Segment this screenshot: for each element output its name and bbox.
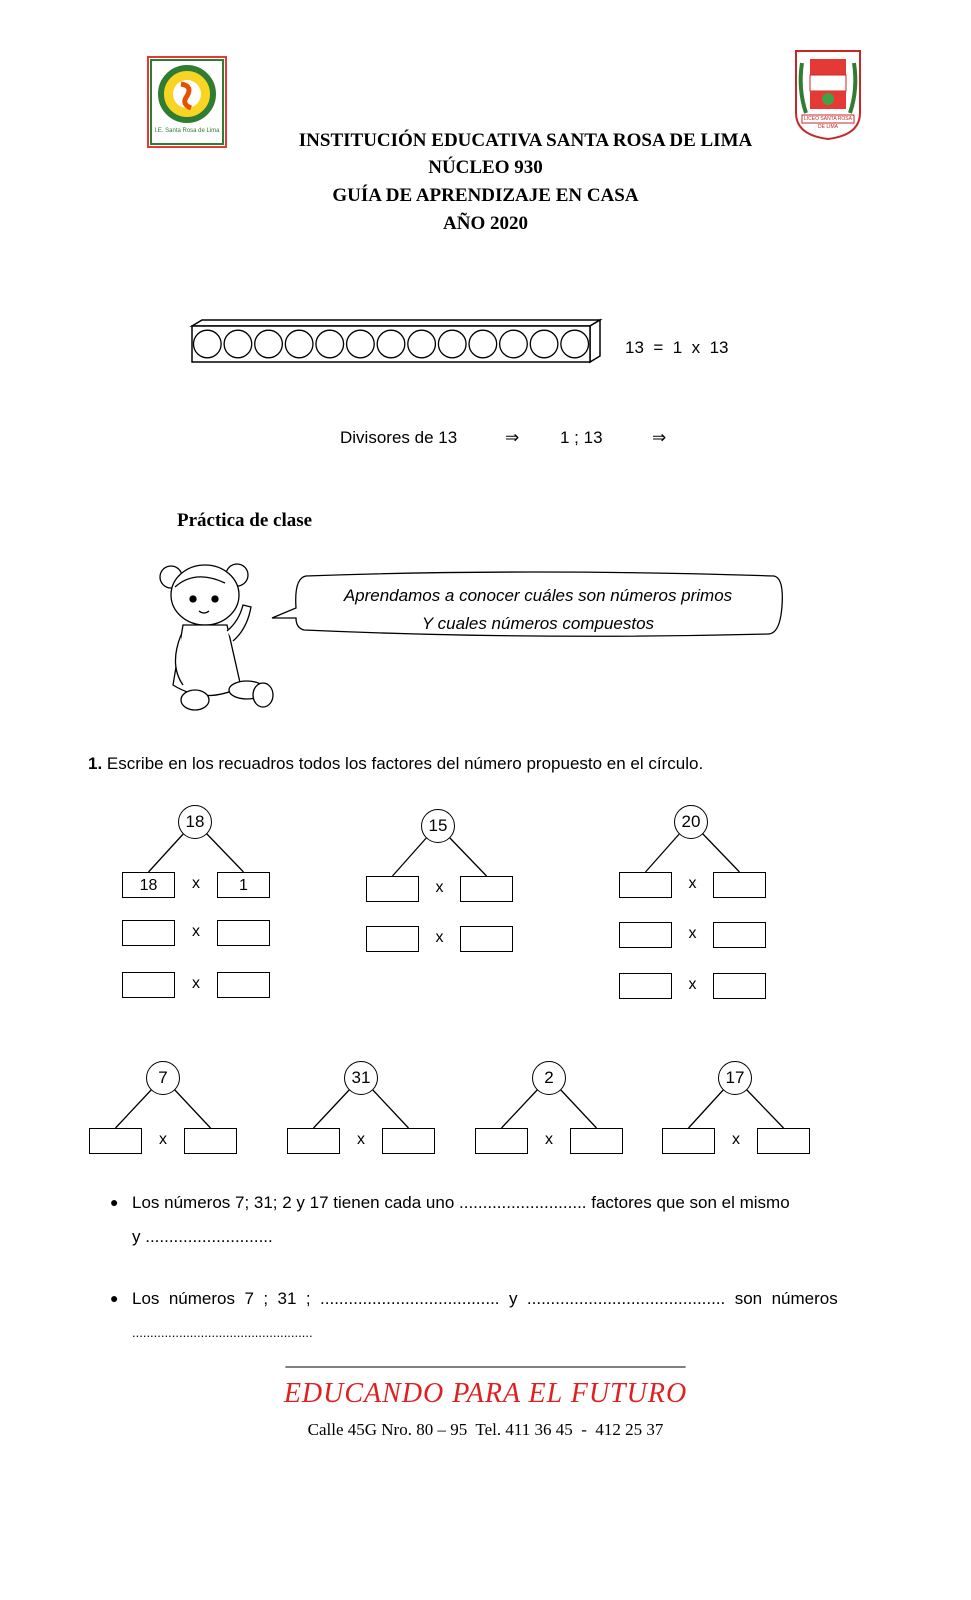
bar-unit-circle <box>347 330 375 358</box>
factor-answer-box[interactable] <box>713 872 766 898</box>
bullet-dot-2: ● <box>110 1290 119 1306</box>
speech-line-2: Y cuales números compuestos <box>421 614 655 632</box>
tree-branch-line <box>314 1088 352 1128</box>
bar-unit-circle <box>408 330 436 358</box>
times-sign: x <box>192 875 200 892</box>
arrow-2: ⇒ <box>652 428 667 447</box>
bar-equation: 13 = 1 x 13 <box>625 338 729 357</box>
factor-answer-box[interactable] <box>475 1128 528 1154</box>
thirteen-unit-bar <box>188 318 608 368</box>
bar-unit-circle <box>469 330 497 358</box>
times-sign: x <box>688 976 697 993</box>
bar-unit-circle <box>500 330 528 358</box>
bullet-dot-1: ● <box>110 1194 119 1210</box>
tree-branch-line <box>371 1088 409 1128</box>
times-sign: x <box>732 1131 740 1148</box>
speech-bubble <box>268 570 786 640</box>
times-sign: x <box>688 875 697 892</box>
tree-branch-line <box>149 832 186 872</box>
footer-motto: EDUCANDO PARA EL FUTURO <box>283 1378 688 1409</box>
factor-answer-box[interactable] <box>713 973 766 999</box>
factor-answer-box[interactable] <box>89 1128 142 1154</box>
tree-branch-line <box>646 832 682 872</box>
divisors-value: 1 ; 13 <box>560 428 603 447</box>
bar-unit-circle <box>285 330 313 358</box>
footer-rule: ________________________________________ <box>285 1348 686 1370</box>
nucleus-number: NÚCLEO 930 <box>428 157 543 178</box>
factor-answer-box[interactable] <box>619 872 672 898</box>
times-sign: x <box>435 879 444 896</box>
times-sign: x <box>357 1131 365 1148</box>
right-logo-caption: LICEO SANTA ROSA DE LIMA <box>804 116 852 130</box>
factor-answer-box[interactable] <box>122 920 175 946</box>
factor-answer-box[interactable] <box>757 1128 810 1154</box>
tree-branch-line <box>745 1088 784 1128</box>
factor-answer-box[interactable] <box>619 973 672 999</box>
exercise-text: Escribe en los recuadros todos los factores del número propuesto en el círculo. <box>106 754 704 773</box>
tree-number-circle: 20 <box>674 805 708 839</box>
bullet-1-line-1: Los números 7; 31; 2 y 17 tienen cada uno ........................... factores que son el mismo <box>132 1193 790 1212</box>
times-sign: x <box>192 923 200 940</box>
factor-answer-box[interactable] <box>460 926 513 952</box>
factor-answer-box[interactable] <box>619 922 672 948</box>
factor-answer-box[interactable]: 1 <box>217 872 270 898</box>
year: AÑO 2020 <box>443 213 528 234</box>
speech-line-1: Aprendamos a conocer cuáles son números primos <box>343 586 733 605</box>
bar-unit-circle <box>561 330 589 358</box>
tree-number-circle: 17 <box>718 1061 752 1095</box>
divisors-label: Divisores de 13 <box>340 428 458 447</box>
bar-unit-circle <box>530 330 558 358</box>
bar-unit-circle <box>194 330 222 358</box>
factor-answer-box[interactable] <box>570 1128 623 1154</box>
times-sign: x <box>688 925 697 942</box>
tree-number-circle: 31 <box>344 1061 378 1095</box>
factor-answer-box[interactable] <box>713 922 766 948</box>
tree-number-circle: 18 <box>178 805 212 839</box>
factor-answer-box[interactable] <box>184 1128 237 1154</box>
girl-illustration <box>155 555 280 715</box>
times-sign: x <box>192 975 200 992</box>
factor-answer-box[interactable] <box>287 1128 340 1154</box>
times-sign: x <box>435 929 444 946</box>
bar-unit-circle <box>316 330 344 358</box>
footer-address: Calle 45G Nro. 80 – 95 Tel. 411 36 45 - 412 25 37 <box>307 1420 664 1439</box>
factor-answer-box[interactable]: 18 <box>122 872 175 898</box>
bullet-2-line-1: Los números 7 ; 31 ; ...................................... y .......................................... son números <box>132 1289 838 1308</box>
factor-answer-box[interactable] <box>460 876 513 902</box>
tree-branch-line <box>205 832 244 872</box>
times-sign: x <box>545 1131 553 1148</box>
guide-title: GUÍA DE APRENDIZAJE EN CASA <box>332 185 639 206</box>
times-sign: x <box>159 1131 167 1148</box>
tree-branch-line <box>689 1088 726 1128</box>
bullet-1-line-2: y ........................... <box>132 1227 273 1246</box>
left-logo-caption: I.E. Santa Rosa de Lima <box>154 128 220 134</box>
factor-answer-box[interactable] <box>662 1128 715 1154</box>
factor-answer-box[interactable] <box>217 920 270 946</box>
bar-unit-circle <box>224 330 252 358</box>
tree-branch-line <box>173 1088 211 1128</box>
arrow-1: ⇒ <box>505 428 520 447</box>
institution-name: INSTITUCIÓN EDUCATIVA SANTA ROSA DE LIMA <box>298 130 753 151</box>
bar-unit-circle <box>255 330 283 358</box>
factor-answer-box[interactable] <box>382 1128 435 1154</box>
factor-answer-box[interactable] <box>217 972 270 998</box>
practice-title: Práctica de clase <box>177 510 313 531</box>
tree-number-circle: 2 <box>532 1061 566 1095</box>
tree-branch-line <box>393 836 429 876</box>
tree-branch-line <box>502 1088 540 1128</box>
factor-answer-box[interactable] <box>366 876 419 902</box>
tree-number-circle: 7 <box>146 1061 180 1095</box>
exercise-instruction <box>88 754 703 774</box>
bar-unit-circle <box>438 330 466 358</box>
bullet-2-line-2: .................................................. <box>132 1325 313 1340</box>
bar-unit-circle <box>377 330 405 358</box>
exercise-number: 1. <box>88 754 103 773</box>
tree-number-circle: 15 <box>421 809 455 843</box>
tree-branch-line <box>448 836 487 876</box>
school-crest-right <box>792 49 864 141</box>
tree-branch-line <box>559 1088 597 1128</box>
tree-branch-line <box>701 832 740 872</box>
tree-branch-line <box>116 1088 154 1128</box>
factor-answer-box[interactable] <box>366 926 419 952</box>
factor-answer-box[interactable] <box>122 972 175 998</box>
